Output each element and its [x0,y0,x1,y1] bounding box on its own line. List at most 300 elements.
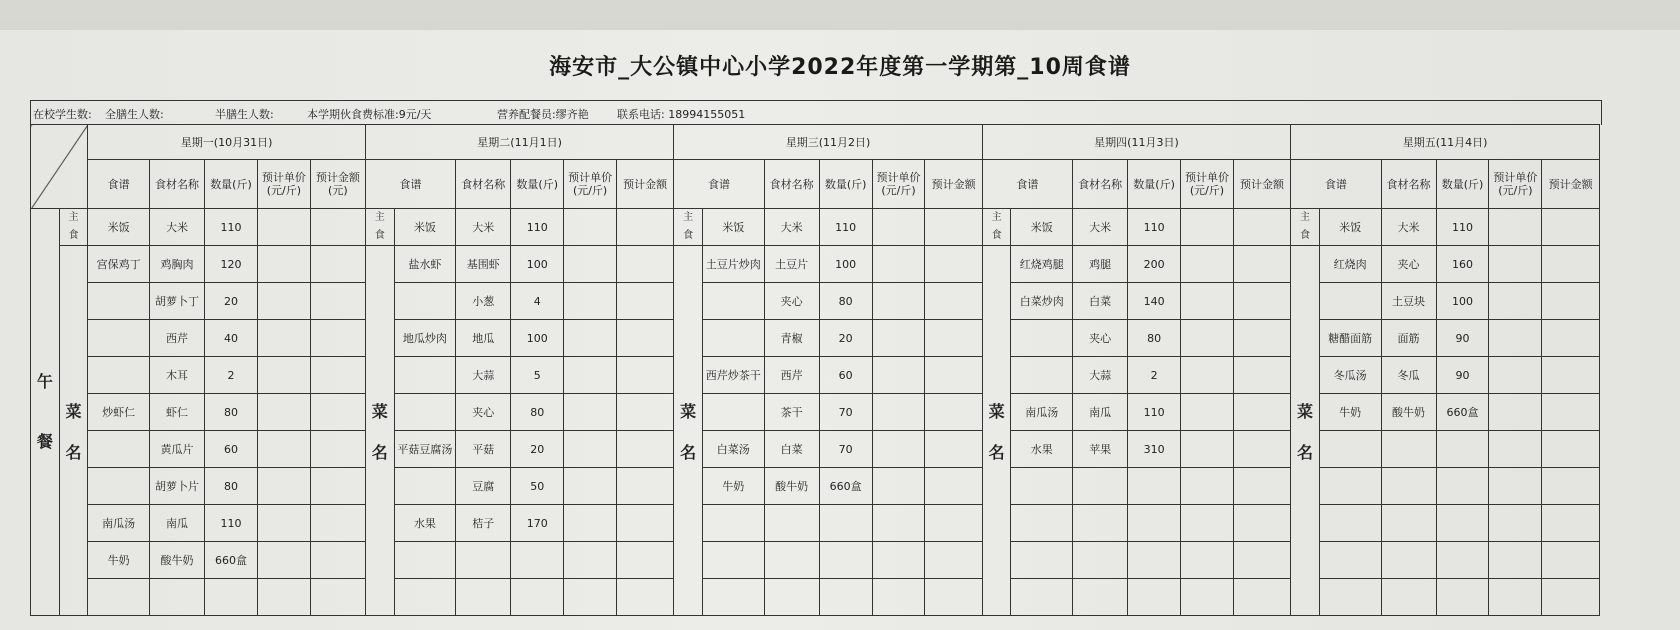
staple-label [1291,209,1320,246]
quantity: 110 [205,505,258,542]
quantity [1436,468,1489,505]
dish-name: 水果 [1011,431,1073,468]
column-header-row [31,160,1600,209]
dish-name [394,283,456,320]
quantity: 70 [819,431,872,468]
dish-char-1: 菜 [988,401,1005,421]
amount-cell [310,505,365,542]
unit-price-cell [1181,246,1234,283]
ingredient-name: 夹心 [1381,246,1436,283]
quantity [1436,431,1489,468]
unit-price-cell [1489,468,1542,505]
menu-table [30,124,1600,616]
staple-char-2: 食 [683,230,694,241]
staple-char-1: 主 [991,212,1002,223]
amount-cell [310,283,365,320]
unit-price-cell [872,542,925,579]
dish-name: 牛奶 [1319,394,1381,431]
amount-cell [1233,209,1290,246]
table-row [31,542,1600,579]
dish-name: 牛奶 [702,468,764,505]
page-title: 海安市_大公镇中心小学2022年度第一学期第_10周食谱 [549,55,1131,80]
dish-name [394,357,456,394]
dish-name: 盐水虾 [394,246,456,283]
unit-price-cell [1489,246,1542,283]
amount-cell [617,505,674,542]
quantity: 160 [1436,246,1489,283]
dish-name: 地瓜炒肉 [394,320,456,357]
unit-price-cell [1181,431,1234,468]
qty-header: 数量(斤) [205,160,258,209]
standard-label: 本学期伙食费标准:9元/天 [307,108,432,121]
table-row [31,468,1600,505]
day-header: 星期五(11月4日) [1291,125,1600,160]
dish-name [1011,357,1073,394]
unit-price-cell [564,246,617,283]
dish-name [1011,320,1073,357]
ingredient-name [1381,431,1436,468]
quantity: 200 [1128,246,1181,283]
unit-price-cell [257,357,310,394]
unit-price-cell [1181,468,1234,505]
day-header-row [31,125,1600,160]
ingredient-name: 青椒 [764,320,819,357]
dish-name: 米饭 [88,209,150,246]
quantity [1128,505,1181,542]
unit-price-cell [872,357,925,394]
dish-name: 牛奶 [88,542,150,579]
ingredient-name: 夹心 [456,394,511,431]
amount-cell [617,246,674,283]
amount-cell [310,579,365,616]
ingredient-name: 南瓜 [149,505,204,542]
unit-price-cell [1489,320,1542,357]
dish-char-2: 名 [371,442,388,462]
unit-price-cell [1181,357,1234,394]
quantity: 660盒 [205,542,258,579]
unit-price-cell [257,468,310,505]
menu-header: 食谱 [1291,160,1381,209]
unit-price-cell [1489,283,1542,320]
dish-name [702,505,764,542]
staple-label [982,209,1011,246]
quantity: 90 [1436,320,1489,357]
ingredient-name: 苹果 [1073,431,1128,468]
amount-cell [925,394,982,431]
table-row [31,579,1600,616]
unit-price-cell [564,505,617,542]
amount-header: 预计金额 [1233,160,1290,209]
unit-price-cell [257,505,310,542]
meal-label [31,209,60,616]
dish-char-1: 菜 [1297,401,1314,421]
dish-name [88,579,150,616]
amount-cell [925,320,982,357]
quantity: 170 [511,505,564,542]
unit-price-cell [1181,209,1234,246]
table-row [31,246,1600,283]
quantity [1128,542,1181,579]
amount-cell [925,246,982,283]
dish-char-1: 菜 [65,401,82,421]
amount-cell [617,579,674,616]
dish-label [365,246,394,616]
unit-price-cell [872,579,925,616]
amount-cell [617,394,674,431]
quantity: 50 [511,468,564,505]
dish-name: 平菇豆腐汤 [394,431,456,468]
day-header: 星期三(11月2日) [674,125,982,160]
dish-name: 米饭 [1319,209,1381,246]
amount-cell [1233,579,1290,616]
quantity: 60 [205,431,258,468]
unit-price-cell [257,579,310,616]
staple-char-1: 主 [683,212,694,223]
ingredient-name: 大米 [149,209,204,246]
unit-price-cell [257,394,310,431]
staple-char-2: 食 [68,230,79,241]
quantity [511,579,564,616]
amount-cell [1542,542,1600,579]
quantity: 80 [1128,320,1181,357]
ingredient-name: 酸牛奶 [149,542,204,579]
unit-price-cell [1489,579,1542,616]
amount-cell [925,283,982,320]
quantity: 310 [1128,431,1181,468]
dish-name [394,542,456,579]
table-row [31,394,1600,431]
dish-name [1319,283,1381,320]
amount-cell [310,394,365,431]
ingredient-header: 食材名称 [1381,160,1436,209]
day-header: 星期四(11月3日) [982,125,1290,160]
meal-char-1: 午 [36,372,53,391]
menu-header: 食谱 [365,160,455,209]
staple-char-1: 主 [1300,212,1310,223]
dish-name [394,579,456,616]
quantity [205,579,258,616]
amount-cell [310,357,365,394]
amount-cell [1542,320,1600,357]
amount-cell [1542,209,1600,246]
quantity: 660盒 [1436,394,1489,431]
dish-name [88,431,150,468]
dish-label [59,246,88,616]
unit-price-cell [872,468,925,505]
unit-price-header: 预计单价(元/斤) [564,160,617,209]
amount-cell [310,542,365,579]
amount-cell [1542,431,1600,468]
amount-header: 预计金额 [1542,160,1600,209]
qty-header: 数量(斤) [1436,160,1489,209]
ingredient-name: 夹心 [1073,320,1128,357]
dish-name [1011,579,1073,616]
amount-cell [310,209,365,246]
unit-price-cell [1489,394,1542,431]
quantity: 110 [1436,209,1489,246]
quantity: 70 [819,394,872,431]
dish-name: 白菜汤 [702,431,764,468]
ingredient-name [456,579,511,616]
amount-cell [925,468,982,505]
ingredient-name [456,542,511,579]
unit-price-cell [564,209,617,246]
dish-name [702,542,764,579]
table-row [31,431,1600,468]
table-row [31,209,1600,246]
ingredient-name: 豆腐 [456,468,511,505]
staple-char-1: 主 [68,212,79,223]
ingredient-name: 胡萝卜丁 [149,283,204,320]
quantity: 90 [1436,357,1489,394]
menu-header: 食谱 [982,160,1072,209]
ingredient-name: 白菜 [1073,283,1128,320]
amount-cell [1233,246,1290,283]
amount-cell [1233,357,1290,394]
quantity: 110 [205,209,258,246]
dish-name: 南瓜汤 [1011,394,1073,431]
ingredient-name: 平菇 [456,431,511,468]
quantity: 60 [819,357,872,394]
ingredient-name [1073,542,1128,579]
quantity: 20 [511,431,564,468]
unit-price-cell [564,468,617,505]
amount-cell [1233,542,1290,579]
ingredient-name: 酸牛奶 [1381,394,1436,431]
amount-cell [1542,468,1600,505]
ingredient-name: 土豆块 [1381,283,1436,320]
ingredient-name [1381,468,1436,505]
ingredient-name: 冬瓜 [1381,357,1436,394]
unit-price-cell [872,431,925,468]
qty-header: 数量(斤) [1128,160,1181,209]
unit-price-cell [564,431,617,468]
ingredient-name: 大米 [764,209,819,246]
dish-name [1319,579,1381,616]
dish-name [394,468,456,505]
dish-name [88,320,150,357]
dish-name: 米饭 [1011,209,1073,246]
quantity [1436,579,1489,616]
amount-cell [925,209,982,246]
ingredient-name: 地瓜 [456,320,511,357]
amount-cell [925,505,982,542]
quantity [1128,579,1181,616]
amount-cell [1233,283,1290,320]
dish-name: 西芹炒茶干 [702,357,764,394]
quantity [819,505,872,542]
quantity [819,542,872,579]
unit-price-cell [257,320,310,357]
dish-name [88,357,150,394]
day-header: 星期一(10月31日) [88,125,366,160]
dish-name [1011,505,1073,542]
day-header: 星期二(11月1日) [365,125,673,160]
quantity: 20 [205,283,258,320]
dish-name [1011,542,1073,579]
dish-char-2: 名 [680,442,697,462]
quantity: 140 [1128,283,1181,320]
ingredient-name: 酸牛奶 [764,468,819,505]
unit-price-cell [257,246,310,283]
quantity: 100 [819,246,872,283]
amount-cell [310,246,365,283]
dish-char-1: 菜 [371,401,388,421]
unit-price-cell [872,209,925,246]
unit-price-header: 预计单价(元/斤) [1489,160,1542,209]
dish-label [1291,246,1320,616]
ingredient-name: 虾仁 [149,394,204,431]
unit-price-cell [1489,431,1542,468]
unit-price-cell [564,394,617,431]
menu-header: 食谱 [674,160,764,209]
amount-cell [617,542,674,579]
quantity [511,542,564,579]
staple-label [674,209,703,246]
dish-name [1011,468,1073,505]
unit-price-cell [257,431,310,468]
dish-name: 白菜炒肉 [1011,283,1073,320]
quantity: 110 [819,209,872,246]
quantity [819,579,872,616]
unit-price-cell [257,542,310,579]
ingredient-name: 木耳 [149,357,204,394]
dish-name [394,394,456,431]
dish-name [1319,542,1381,579]
amount-cell [617,468,674,505]
unit-price-header: 预计单价(元/斤) [1181,160,1234,209]
unit-price-cell [1181,394,1234,431]
amount-cell [1542,579,1600,616]
dish-name [88,283,150,320]
ingredient-name [1381,579,1436,616]
dish-name: 糖醋面筋 [1319,320,1381,357]
unit-price-cell [872,505,925,542]
amount-cell [310,431,365,468]
dish-name: 米饭 [702,209,764,246]
amount-cell [925,579,982,616]
qty-header: 数量(斤) [511,160,564,209]
amount-cell [1542,246,1600,283]
ingredient-name [764,542,819,579]
table-row [31,320,1600,357]
quantity [1128,468,1181,505]
dish-name: 冬瓜汤 [1319,357,1381,394]
ingredient-name [764,505,819,542]
amount-cell [1233,431,1290,468]
unit-price-cell [257,283,310,320]
unit-price-cell [1489,505,1542,542]
amount-cell [1542,283,1600,320]
unit-price-cell [1181,542,1234,579]
quantity: 100 [1436,283,1489,320]
ingredient-name: 胡萝卜片 [149,468,204,505]
staple-label [365,209,394,246]
dish-name [1319,505,1381,542]
amount-cell [1233,394,1290,431]
ingredient-header: 食材名称 [149,160,204,209]
staple-char-2: 食 [374,230,385,241]
ingredient-name: 小葱 [456,283,511,320]
quantity: 2 [1128,357,1181,394]
dish-name: 红烧鸡腿 [1011,246,1073,283]
dish-name [88,468,150,505]
quantity: 100 [511,246,564,283]
table-row [31,505,1600,542]
ingredient-name: 大米 [456,209,511,246]
dish-label [982,246,1011,616]
unit-price-cell [1489,357,1542,394]
ingredient-name: 西芹 [149,320,204,357]
quantity: 4 [511,283,564,320]
dish-name: 红烧肉 [1319,246,1381,283]
dish-name [702,579,764,616]
quantity: 660盒 [819,468,872,505]
unit-price-cell [1181,579,1234,616]
amount-cell [617,283,674,320]
quantity: 80 [205,468,258,505]
ingredient-name [1073,505,1128,542]
unit-price-cell [872,394,925,431]
amount-cell [1233,505,1290,542]
ingredient-name: 夹心 [764,283,819,320]
ingredient-header: 食材名称 [1073,160,1128,209]
ingredient-name [149,579,204,616]
ingredient-name [1073,579,1128,616]
full-meal-label: 全膳生人数: [105,108,164,121]
ingredient-header: 食材名称 [456,160,511,209]
dish-name: 米饭 [394,209,456,246]
unit-price-cell [564,579,617,616]
ingredient-name [764,579,819,616]
dish-name [702,283,764,320]
half-meal-label: 半膳生人数: [215,108,274,121]
quantity [1436,505,1489,542]
unit-price-cell [1489,542,1542,579]
amount-cell [310,468,365,505]
quantity: 120 [205,246,258,283]
dish-char-1: 菜 [680,401,697,421]
ingredient-name [1073,468,1128,505]
quantity: 80 [819,283,872,320]
quantity: 110 [511,209,564,246]
quantity: 80 [511,394,564,431]
menu-header: 食谱 [88,160,150,209]
unit-price-cell [564,283,617,320]
unit-price-cell [564,357,617,394]
amount-header: 预计金额(元) [310,160,365,209]
quantity: 110 [1128,394,1181,431]
ingredient-name: 茶干 [764,394,819,431]
unit-price-header: 预计单价(元/斤) [872,160,925,209]
table-row [31,357,1600,394]
amount-cell [1233,468,1290,505]
dish-name [1319,468,1381,505]
quantity: 40 [205,320,258,357]
unit-price-cell [564,320,617,357]
amount-cell [925,357,982,394]
ingredient-name: 大蒜 [456,357,511,394]
amount-cell [617,357,674,394]
unit-price-cell [1181,283,1234,320]
ingredient-header: 食材名称 [764,160,819,209]
quantity: 110 [1128,209,1181,246]
unit-price-cell [564,542,617,579]
qty-header: 数量(斤) [819,160,872,209]
unit-price-cell [1181,505,1234,542]
dish-char-2: 名 [988,442,1005,462]
dish-name: 土豆片炒肉 [702,246,764,283]
